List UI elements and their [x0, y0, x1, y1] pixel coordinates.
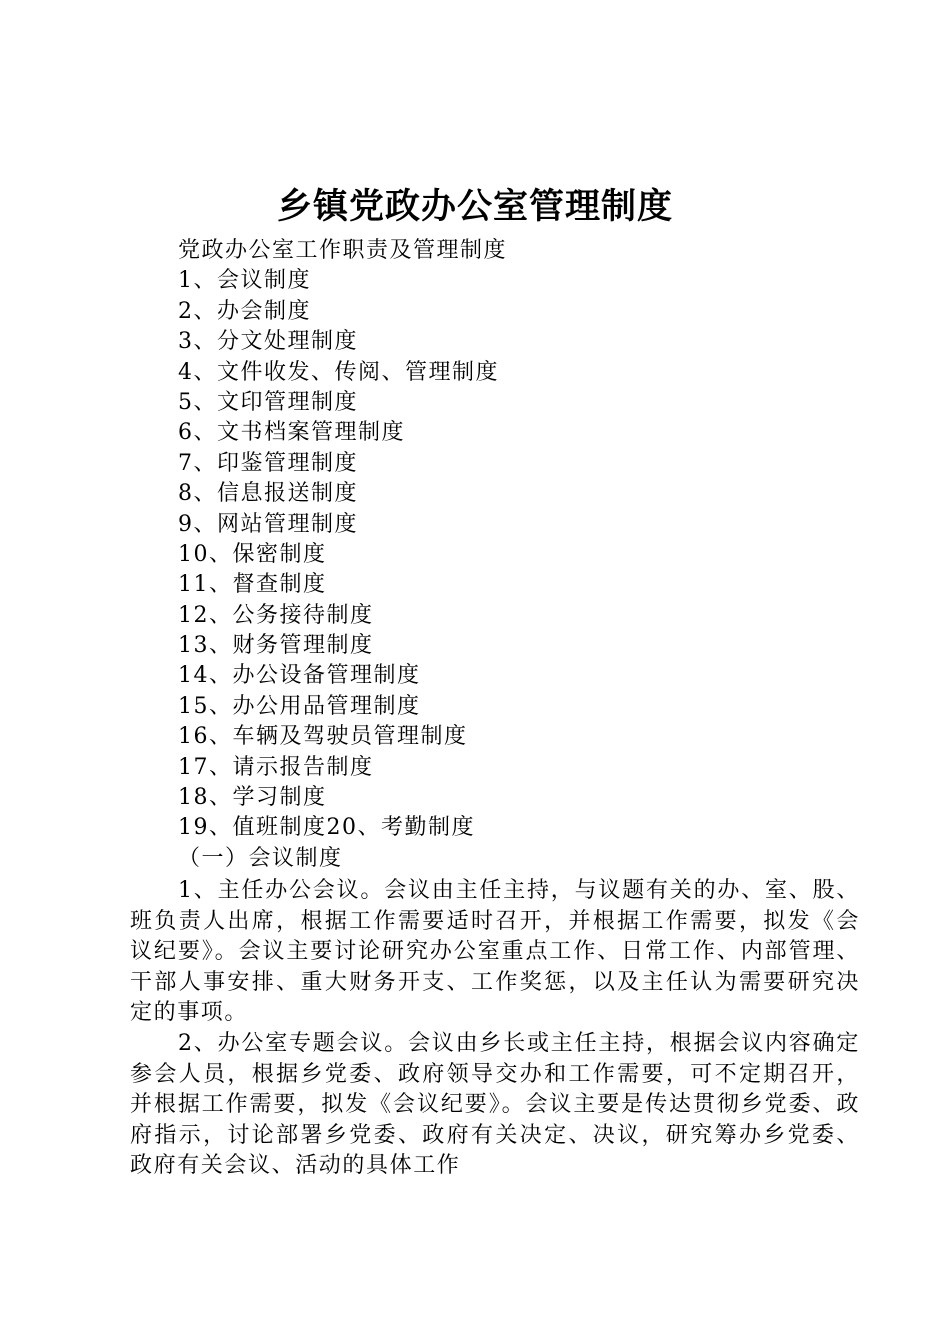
document-title: 乡镇党政办公室管理制度 — [276, 187, 673, 227]
list-item: 4、文件收发、传阅、管理制度 — [178, 359, 499, 385]
list-item: 2、办会制度 — [178, 298, 311, 324]
body-text — [130, 876, 860, 1182]
list-item: 8、信息报送制度 — [178, 481, 358, 507]
list-item: 13、财务管理制度 — [178, 633, 374, 659]
section-heading: （一）会议制度 — [178, 845, 343, 871]
list-item: 18、学习制度 — [178, 785, 327, 811]
list-item: 12、公务接待制度 — [178, 602, 374, 628]
list-item: 15、办公用品管理制度 — [178, 693, 421, 719]
list-item: 7、印鉴管理制度 — [178, 450, 358, 476]
list-item: 1、会议制度 — [178, 268, 311, 294]
list-item: 11、督查制度 — [178, 572, 327, 598]
list-item: 16、车辆及驾驶员管理制度 — [178, 724, 468, 750]
list-item: 3、分文处理制度 — [178, 329, 358, 355]
list-item: 19、值班制度20、考勤制度 — [178, 815, 475, 841]
list-item: 17、请示报告制度 — [178, 754, 374, 780]
list-item: 5、文印管理制度 — [178, 389, 358, 415]
list-item: 党政办公室工作职责及管理制度 — [178, 238, 508, 263]
paragraph-director-meeting: 1、主任办公会议。会议由主任主持，与议题有关的办、室、股、班负责人出席，根据工作需要适时召开，并根据工作需要，拟发《会议纪要》。会议主要讨论研究办公室重点工作、日常工作、内部管理、干部人事安排、重大财务开支、工作奖惩，以及主任认为需要研究决定的事项。 — [130, 878, 860, 1026]
contents-list — [178, 236, 507, 874]
list-item: 14、办公设备管理制度 — [178, 663, 421, 689]
list-item: 9、网站管理制度 — [178, 511, 358, 537]
list-item: 10、保密制度 — [178, 541, 327, 567]
list-item: 6、文书档案管理制度 — [178, 420, 405, 446]
paragraph-special-meeting: 2、办公室专题会议。会议由乡长或主任主持，根据会议内容确定参会人员，根据乡党委、政府领导交办和工作需要，可不定期召开，并根据工作需要，拟发《会议纪要》。会议主要是传达贯彻乡党委、政府指示，讨论部署乡党委、政府有关决定、决议，研究筹办乡党委、政府有关会议、活动的具体工作 — [130, 1030, 860, 1179]
